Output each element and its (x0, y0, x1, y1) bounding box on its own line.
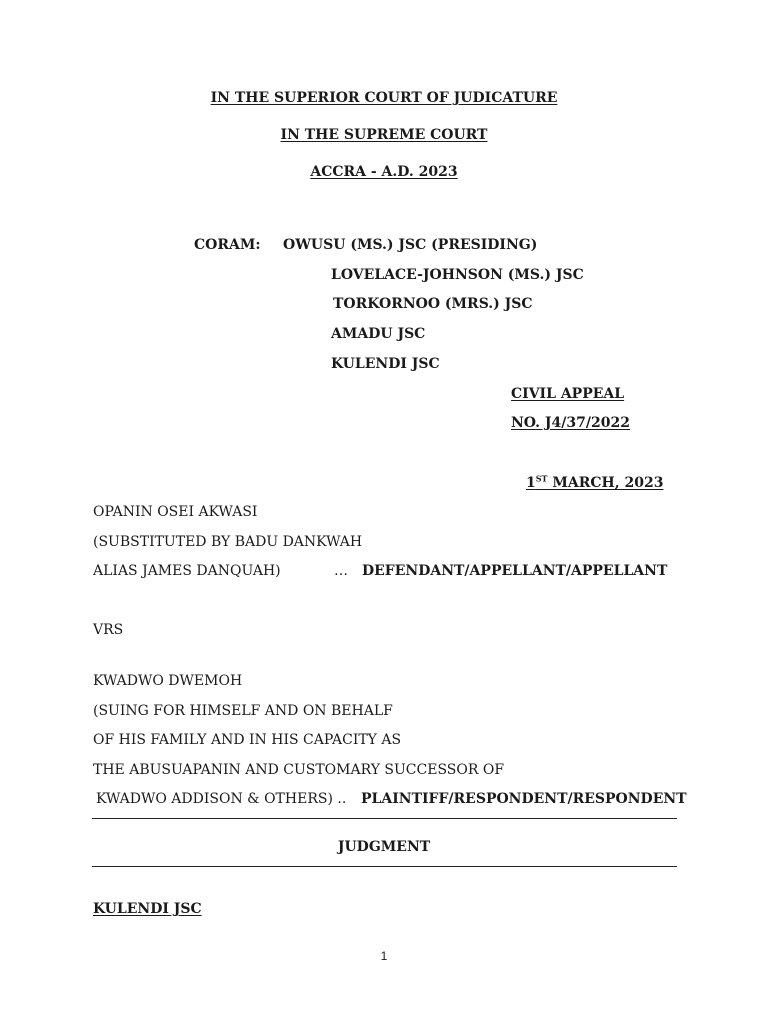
date-day: 1 (526, 475, 536, 491)
judgment-date (526, 474, 663, 492)
page-number: 1 (380, 949, 388, 963)
court-heading: IN THE SUPERIOR COURT OF JUDICATURE (210, 90, 558, 106)
appellant-role: DEFENDANT/APPELLANT/APPELLANT (362, 563, 668, 579)
case-type: CIVIL APPEAL (511, 386, 625, 402)
appellant-substitution: (SUBSTITUTED BY BADU DANKWAH (93, 534, 363, 550)
respondent-line-4: THE ABUSUAPANIN AND CUSTOMARY SUCCESSOR OF (93, 762, 505, 778)
appellant-alias: ALIAS JAMES DANQUAH) (93, 563, 281, 579)
respondent-line-2: (SUING FOR HIMSELF AND ON BEHALF (93, 703, 393, 719)
case-number: NO. J4/37/2022 (511, 415, 630, 431)
coram-judge-2: LOVELACE-JOHNSON (MS.) JSC (331, 267, 584, 283)
date-rest: MARCH, 2023 (547, 475, 664, 491)
coram-judge-5: KULENDI JSC (331, 356, 440, 372)
judgment-author: KULENDI JSC (93, 901, 202, 917)
divider-top (92, 818, 677, 819)
divider-bottom (92, 866, 677, 867)
versus-label: VRS (93, 622, 124, 638)
respondent-line-5: KWADWO ADDISON & OTHERS) .. (96, 791, 347, 807)
appellant-name: OPANIN OSEI AKWASI (93, 504, 258, 520)
court-subheading: IN THE SUPREME COURT (280, 127, 488, 143)
respondent-name: KWADWO DWEMOH (93, 673, 243, 689)
respondent-role: PLAINTIFF/RESPONDENT/RESPONDENT (361, 791, 687, 807)
coram-judge-3: TORKORNOO (MRS.) JSC (333, 296, 533, 312)
respondent-line-3: OF HIS FAMILY AND IN HIS CAPACITY AS (93, 732, 402, 748)
judgment-title: JUDGMENT (337, 839, 431, 855)
date-suffix: ST (535, 473, 548, 484)
coram-judge-1: OWUSU (MS.) JSC (PRESIDING) (283, 237, 538, 253)
court-location-year: ACCRA - A.D. 2023 (310, 164, 458, 180)
coram-judge-4: AMADU JSC (331, 326, 426, 342)
coram-label: CORAM: (194, 237, 261, 253)
appellant-dots: … (334, 563, 348, 579)
